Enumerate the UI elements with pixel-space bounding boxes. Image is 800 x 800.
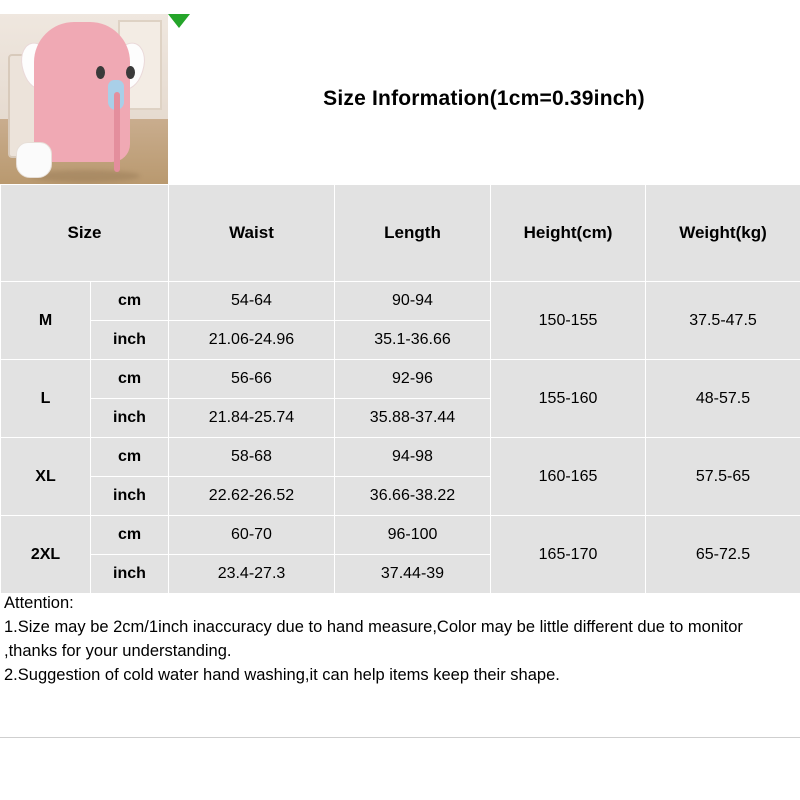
column-header-length: Length xyxy=(335,185,491,282)
cell-waist-inch-l: 21.84-25.74 xyxy=(169,399,335,438)
header-band xyxy=(0,14,800,184)
cell-waist-cm-2xl: 60-70 xyxy=(169,516,335,555)
column-header-waist: Waist xyxy=(169,185,335,282)
table-row xyxy=(1,516,800,555)
title-area xyxy=(168,14,800,184)
cell-unit-cm: cm xyxy=(91,360,169,399)
table-row xyxy=(1,438,800,477)
cell-length-cm-2xl: 96-100 xyxy=(335,516,491,555)
cell-length-inch-m: 35.1-36.66 xyxy=(335,321,491,360)
table-header xyxy=(1,185,800,282)
attention-block xyxy=(4,592,794,688)
cell-waist-inch-xl: 22.62-26.52 xyxy=(169,477,335,516)
table-row xyxy=(1,360,800,399)
column-header-weight: Weight(kg) xyxy=(646,185,800,282)
cell-unit-inch: inch xyxy=(91,555,169,594)
cell-size-xl: XL xyxy=(1,438,91,516)
table-header-row xyxy=(1,185,800,282)
attention-line-1: 1.Size may be 2cm/1inch inaccuracy due to hand measure,Color may be little different due to monitor ,thanks for your understanding. xyxy=(4,617,748,660)
cell-waist-inch-m: 21.06-24.96 xyxy=(169,321,335,360)
column-header-size: Size xyxy=(1,185,169,282)
green-arrow-marker-icon xyxy=(168,14,190,28)
cell-length-inch-l: 35.88-37.44 xyxy=(335,399,491,438)
cell-weight-xl: 57.5-65 xyxy=(646,438,800,516)
pants-leg-seam xyxy=(114,92,120,172)
cell-height-xl: 160-165 xyxy=(491,438,646,516)
cell-size-m: M xyxy=(1,282,91,360)
bottom-divider xyxy=(0,737,800,738)
attention-line-2: 2.Suggestion of cold water hand washing,it can help items keep their shape. xyxy=(4,665,560,684)
cell-length-cm-l: 92-96 xyxy=(335,360,491,399)
cell-size-l: L xyxy=(1,360,91,438)
size-information-table xyxy=(0,184,800,594)
cell-height-2xl: 165-170 xyxy=(491,516,646,594)
cell-length-inch-2xl: 37.44-39 xyxy=(335,555,491,594)
cell-length-cm-xl: 94-98 xyxy=(335,438,491,477)
cell-height-m: 150-155 xyxy=(491,282,646,360)
bunny-eye-right-icon xyxy=(126,66,135,79)
cell-unit-inch: inch xyxy=(91,399,169,438)
cell-length-inch-xl: 36.66-38.22 xyxy=(335,477,491,516)
attention-heading: Attention: xyxy=(4,594,74,612)
pink-pants xyxy=(34,22,130,162)
cell-unit-cm: cm xyxy=(91,516,169,555)
bunny-eye-left-icon xyxy=(96,66,105,79)
column-header-height: Height(cm) xyxy=(491,185,646,282)
cell-unit-cm: cm xyxy=(91,438,169,477)
cell-unit-cm: cm xyxy=(91,282,169,321)
cell-unit-inch: inch xyxy=(91,477,169,516)
table-body xyxy=(1,282,800,594)
cell-weight-m: 37.5-47.5 xyxy=(646,282,800,360)
cell-weight-l: 48-57.5 xyxy=(646,360,800,438)
product-photo xyxy=(0,14,168,184)
cell-waist-cm-l: 56-66 xyxy=(169,360,335,399)
cell-waist-cm-m: 54-64 xyxy=(169,282,335,321)
cell-length-cm-m: 90-94 xyxy=(335,282,491,321)
cell-weight-2xl: 65-72.5 xyxy=(646,516,800,594)
cell-size-2xl: 2XL xyxy=(1,516,91,594)
page-title: Size Information(1cm=0.39inch) xyxy=(323,87,645,110)
white-sock xyxy=(16,142,52,178)
cell-unit-inch: inch xyxy=(91,321,169,360)
cell-waist-cm-xl: 58-68 xyxy=(169,438,335,477)
cell-waist-inch-2xl: 23.4-27.3 xyxy=(169,555,335,594)
table-row xyxy=(1,282,800,321)
cell-height-l: 155-160 xyxy=(491,360,646,438)
